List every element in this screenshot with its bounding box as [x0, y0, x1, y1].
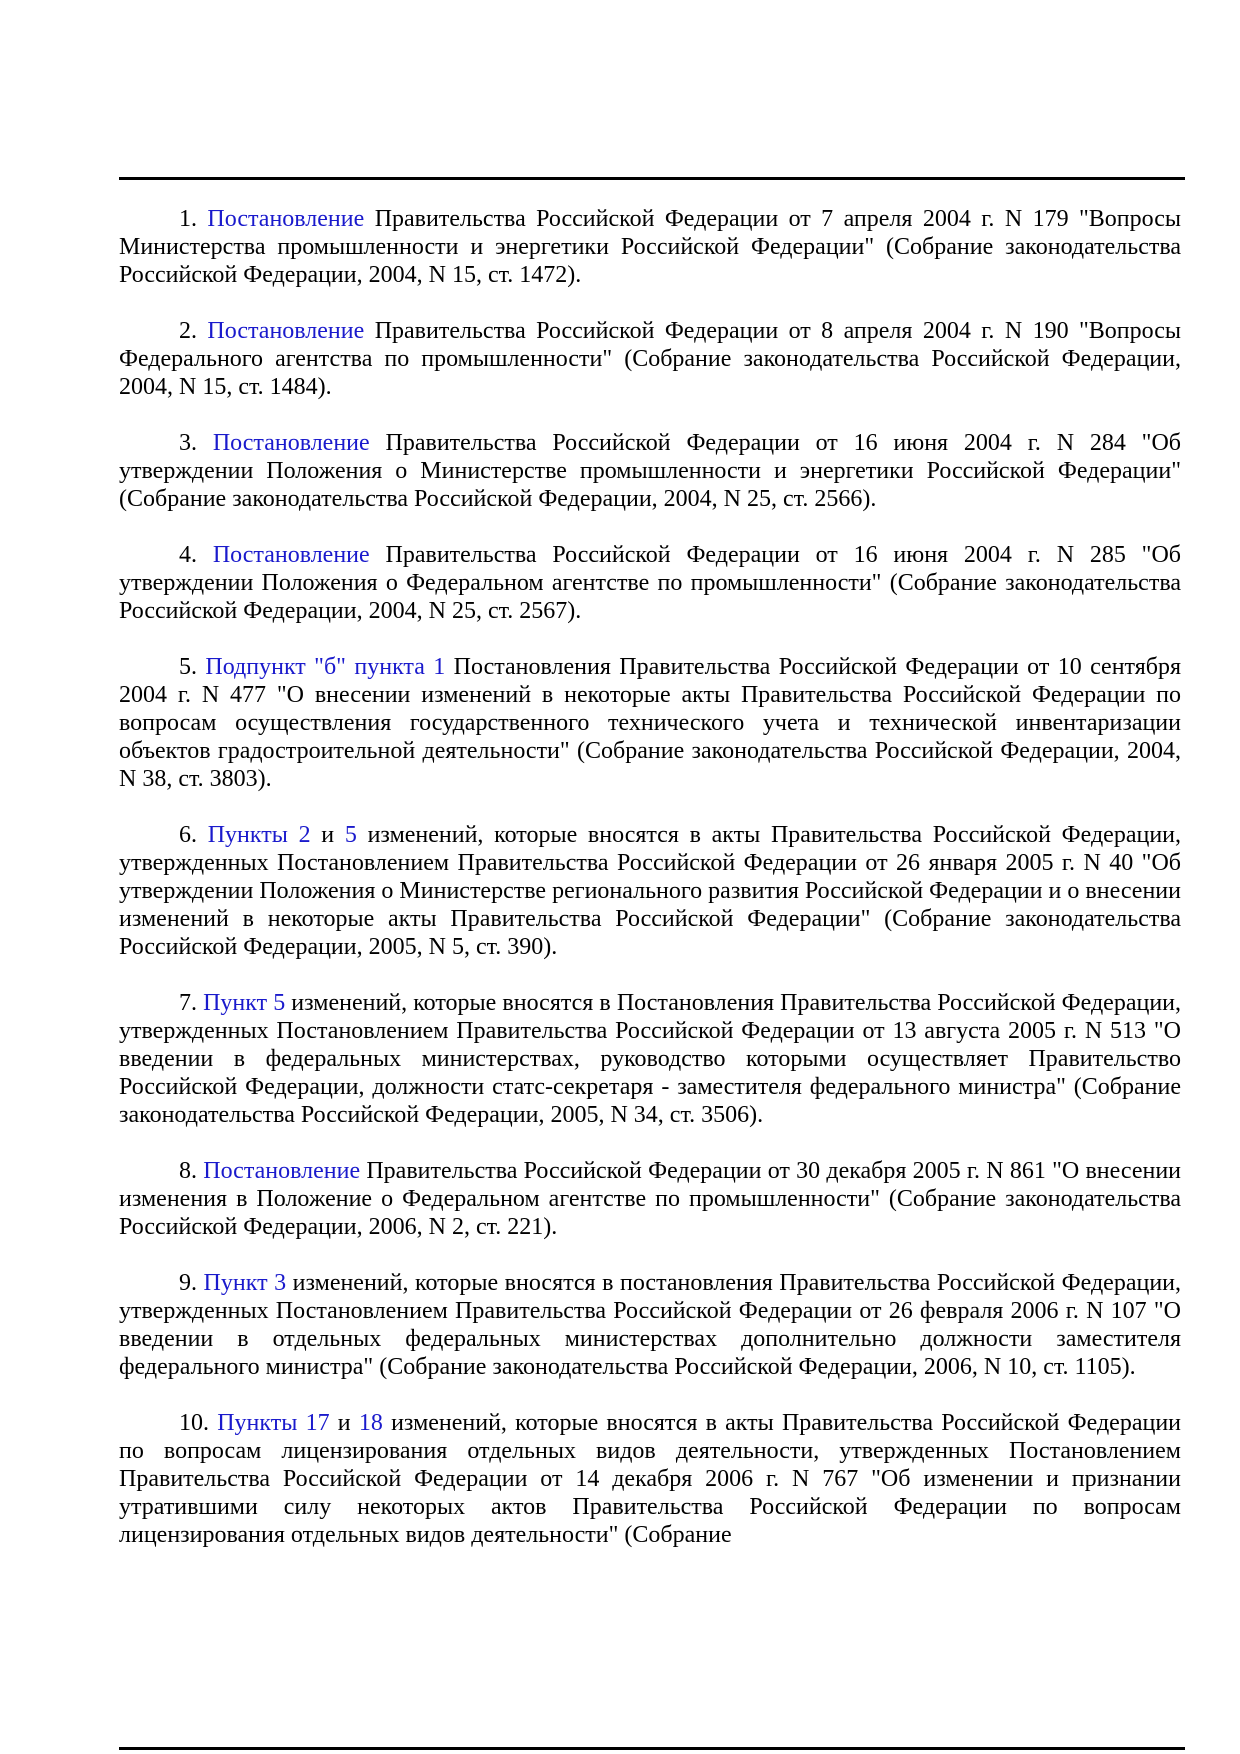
- item-link[interactable]: Пункты 17: [217, 1410, 330, 1436]
- list-item-1: [119, 205, 1181, 289]
- item-text: изменений, которые вносятся в Постановления Правительства Российской Федерации, утвержденных Постановлением Правительства Российской Федерации от 13 августа 2005 г. N 513 "О введении в федеральных министерствах, руководство которыми осуществляет Правительство Российской Федерации, должности статс-секретаря - заместителя федерального министра" (Собрание законодательства Российской Федерации, 2005, N 34, ст. 3506).: [119, 990, 1182, 1128]
- list-item-10: [119, 1409, 1181, 1549]
- item-number: 1.: [179, 206, 197, 232]
- item-number: 3.: [179, 430, 197, 456]
- item-link-2[interactable]: 5: [344, 822, 357, 848]
- item-link[interactable]: Подпункт "б" пункта 1: [205, 654, 446, 680]
- item-link[interactable]: Пункт 5: [203, 990, 286, 1016]
- item-conjunction: и: [337, 1410, 351, 1436]
- item-number: 5.: [179, 654, 197, 680]
- item-text: Правительства Российской Федерации от 7 апреля 2004 г. N 179 "Вопросы Министерства промышленности и энергетики Российской Федерации" (Собрание законодательства Российской Федерации, 2004, N 15, ст. 1472).: [119, 206, 1182, 288]
- item-number: 10.: [179, 1410, 209, 1436]
- list-item-5: [119, 653, 1181, 793]
- document-body: [119, 205, 1181, 1577]
- list-item-4: [119, 541, 1181, 625]
- item-link-2[interactable]: 18: [358, 1410, 383, 1436]
- item-conjunction: и: [321, 822, 335, 848]
- item-number: 8.: [179, 1158, 197, 1184]
- item-link[interactable]: Пункты 2: [207, 822, 311, 848]
- item-link[interactable]: Пункт 3: [203, 1270, 287, 1296]
- item-number: 7.: [179, 990, 197, 1016]
- item-link[interactable]: Постановление: [207, 206, 365, 232]
- item-text: Правительства Российской Федерации от 30 декабря 2005 г. N 861 "О внесении изменения в Положение о Федеральном агентстве по промышленности" (Собрание законодательства Российской Федерации, 2006, N 2, ст. 221).: [119, 1158, 1182, 1240]
- list-item-6: [119, 821, 1181, 961]
- item-text: Постановления Правительства Российской Федерации от 10 сентября 2004 г. N 477 "О внесении изменений в некоторые акты Правительства Российской Федерации по вопросам осуществления государственного технического учета и технической инвентаризации объектов градостроительной деятельности" (Собрание законодательства Российской Федерации, 2004, N 38, ст. 3803).: [119, 654, 1182, 792]
- top-rule: [119, 177, 1185, 180]
- list-item-7: [119, 989, 1181, 1129]
- item-text: Правительства Российской Федерации от 16 июня 2004 г. N 284 "Об утверждении Положения о Министерстве промышленности и энергетики Российской Федерации" (Собрание законодательства Российской Федерации, 2004, N 25, ст. 2566).: [119, 430, 1182, 512]
- item-text: изменений, которые вносятся в постановления Правительства Российской Федерации, утвержденных Постановлением Правительства Российской Федерации от 26 февраля 2006 г. N 107 "О введении в отдельных федеральных министерствах дополнительно должности заместителя федерального министра" (Собрание законодательства Российской Федерации, 2006, N 10, ст. 1105).: [119, 1270, 1182, 1380]
- item-link[interactable]: Постановление: [203, 1158, 361, 1184]
- list-item-3: [119, 429, 1181, 513]
- item-number: 4.: [179, 542, 197, 568]
- list-item-8: [119, 1157, 1181, 1241]
- item-text: Правительства Российской Федерации от 8 апреля 2004 г. N 190 "Вопросы Федерального агентства по промышленности" (Собрание законодательства Российской Федерации, 2004, N 15, ст. 1484).: [119, 318, 1182, 400]
- item-number: 6.: [179, 822, 197, 848]
- item-text: Правительства Российской Федерации от 16 июня 2004 г. N 285 "Об утверждении Положения о Федеральном агентстве по промышленности" (Собрание законодательства Российской Федерации, 2004, N 25, ст. 2567).: [119, 542, 1182, 624]
- list-item-9: [119, 1269, 1181, 1381]
- item-link[interactable]: Постановление: [207, 318, 365, 344]
- item-number: 9.: [179, 1270, 197, 1296]
- item-text: изменений, которые вносятся в акты Правительства Российской Федерации по вопросам лицензирования отдельных видов деятельности, утвержденных Постановлением Правительства Российской Федерации от 14 декабря 2006 г. N 767 "Об изменении и признании утратившими силу некоторых актов Правительства Российской Федерации по вопросам лицензирования отдельных видов деятельности" (Собрание: [119, 1410, 1182, 1548]
- item-text: изменений, которые вносятся в акты Правительства Российской Федерации, утвержденных Постановлением Правительства Российской Федерации от 26 января 2005 г. N 40 "Об утверждении Положения о Министерстве регионального развития Российской Федерации и о внесении изменений в некоторые акты Правительства Российской Федерации" (Собрание законодательства Российской Федерации, 2005, N 5, ст. 390).: [119, 822, 1182, 960]
- item-number: 2.: [179, 318, 197, 344]
- item-link[interactable]: Постановление: [212, 430, 370, 456]
- list-item-2: [119, 317, 1181, 401]
- item-link[interactable]: Постановление: [212, 542, 370, 568]
- bottom-rule: [119, 1747, 1185, 1750]
